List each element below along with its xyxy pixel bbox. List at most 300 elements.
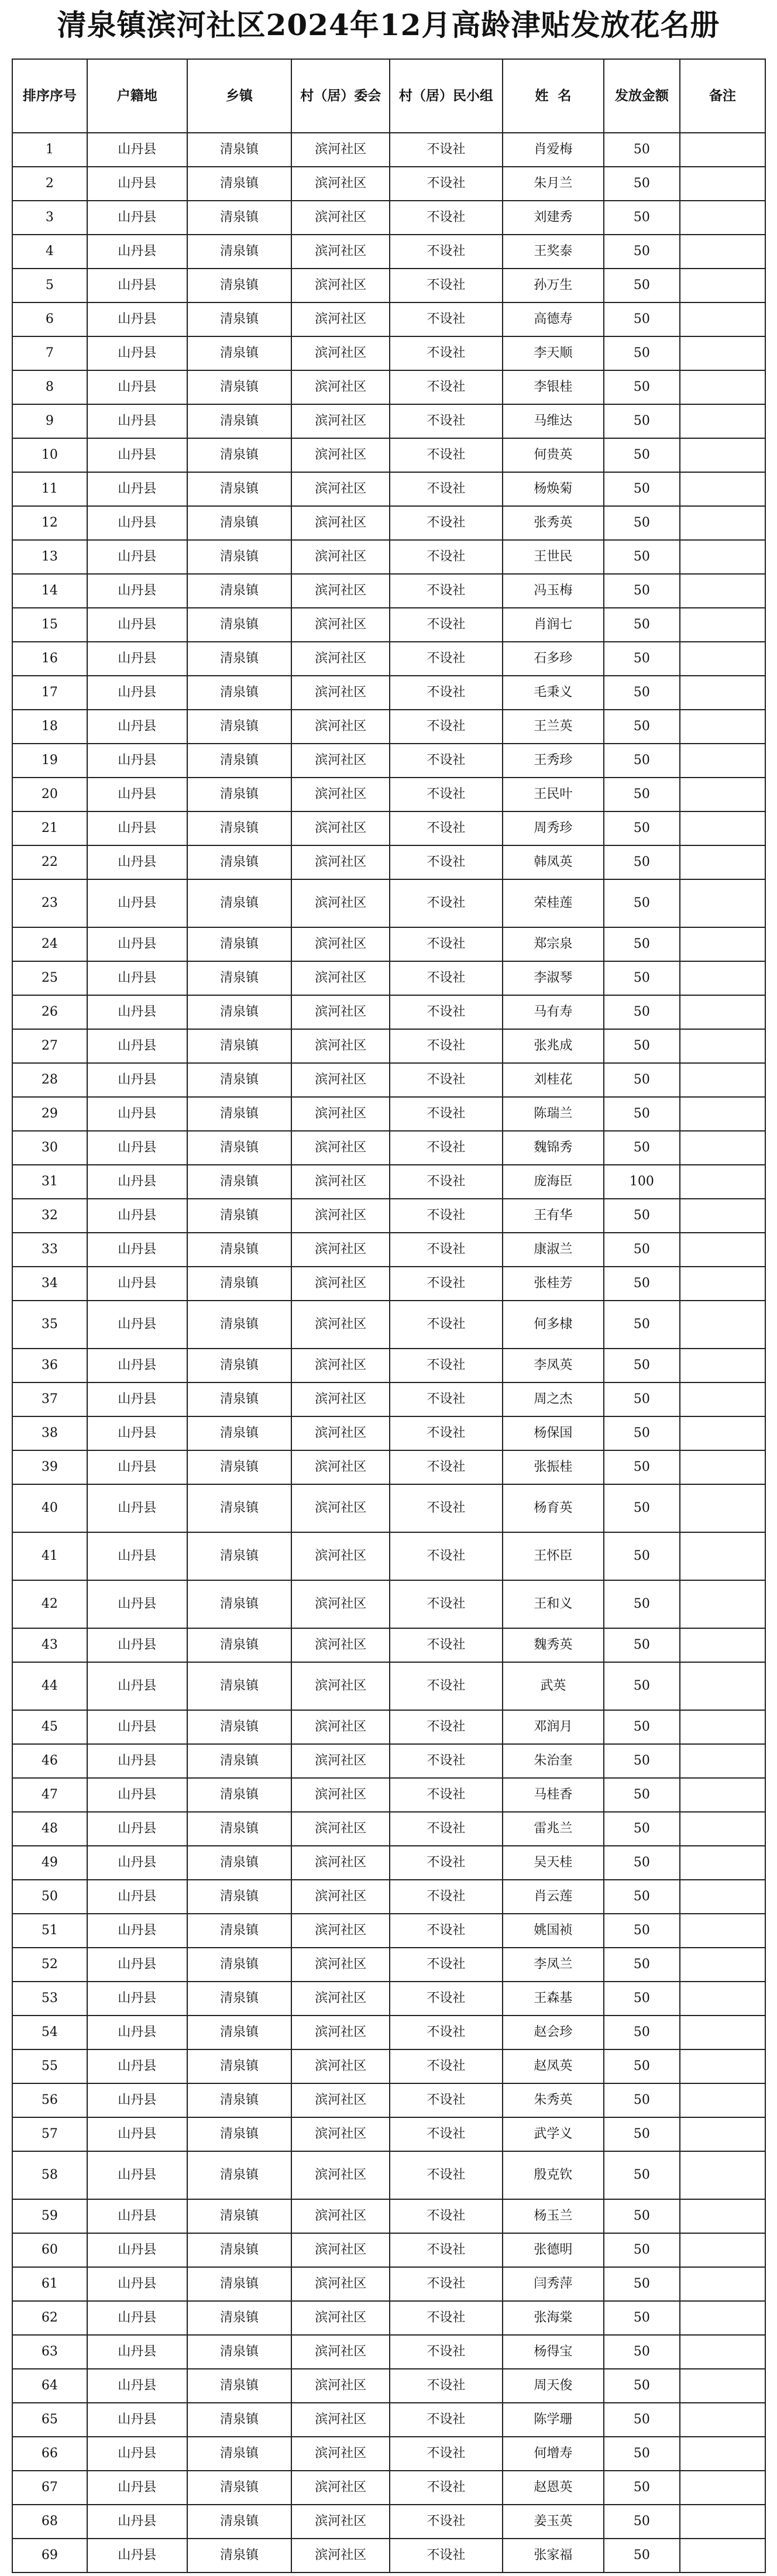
cell-hukou-place: 山丹县: [87, 642, 187, 676]
cell-serial-number: 44: [12, 1662, 87, 1710]
cell-amount: 50: [604, 438, 680, 472]
table-row: [12, 2301, 765, 2335]
cell-remark: [680, 2267, 765, 2301]
cell-amount: 50: [604, 1628, 680, 1662]
cell-amount: 50: [604, 302, 680, 336]
cell-hukou-place: 山丹县: [87, 2403, 187, 2437]
table-row: [12, 2117, 765, 2151]
cell-serial-number: 51: [12, 1914, 87, 1948]
cell-name: 张兆成: [503, 1029, 604, 1063]
cell-township: 清泉镇: [187, 1416, 292, 1450]
cell-hukou-place: 山丹县: [87, 1846, 187, 1880]
cell-serial-number: 11: [12, 472, 87, 506]
cell-hukou-place: 山丹县: [87, 1301, 187, 1349]
cell-villager-group: 不设社: [390, 1532, 503, 1580]
cell-village-committee: 滨河社区: [291, 2539, 390, 2572]
table-row: [12, 472, 765, 506]
cell-villager-group: 不设社: [390, 642, 503, 676]
table-row: [12, 710, 765, 744]
cell-serial-number: 57: [12, 2117, 87, 2151]
cell-serial-number: 68: [12, 2505, 87, 2539]
cell-serial-number: 31: [12, 1165, 87, 1199]
cell-name: 魏秀英: [503, 1628, 604, 1662]
cell-village-committee: 滨河社区: [291, 778, 390, 811]
cell-villager-group: 不设社: [390, 879, 503, 927]
table-row: [12, 438, 765, 472]
cell-villager-group: 不设社: [390, 1165, 503, 1199]
cell-villager-group: 不设社: [390, 1628, 503, 1662]
cell-amount: 50: [604, 2199, 680, 2233]
cell-village-committee: 滨河社区: [291, 133, 390, 167]
table-row: [12, 608, 765, 642]
cell-amount: 50: [604, 1880, 680, 1914]
cell-township: 清泉镇: [187, 201, 292, 235]
cell-villager-group: 不设社: [390, 1301, 503, 1349]
cell-hukou-place: 山丹县: [87, 1416, 187, 1450]
cell-villager-group: 不设社: [390, 167, 503, 201]
cell-remark: [680, 574, 765, 608]
cell-remark: [680, 2369, 765, 2403]
cell-name: 马有寿: [503, 995, 604, 1029]
cell-villager-group: 不设社: [390, 201, 503, 235]
cell-village-committee: 滨河社区: [291, 811, 390, 845]
table-row: [12, 2199, 765, 2233]
table-row: [12, 1233, 765, 1267]
cell-name: 李淑琴: [503, 961, 604, 995]
cell-township: 清泉镇: [187, 506, 292, 540]
cell-village-committee: 滨河社区: [291, 2505, 390, 2539]
cell-village-committee: 滨河社区: [291, 2369, 390, 2403]
cell-hukou-place: 山丹县: [87, 1778, 187, 1812]
cell-serial-number: 42: [12, 1580, 87, 1628]
cell-township: 清泉镇: [187, 1131, 292, 1165]
table-row: [12, 336, 765, 370]
cell-township: 清泉镇: [187, 2369, 292, 2403]
cell-village-committee: 滨河社区: [291, 1744, 390, 1778]
cell-township: 清泉镇: [187, 235, 292, 269]
table-row: [12, 1484, 765, 1532]
cell-villager-group: 不设社: [390, 1349, 503, 1382]
cell-hukou-place: 山丹县: [87, 574, 187, 608]
cell-remark: [680, 404, 765, 438]
cell-village-committee: 滨河社区: [291, 995, 390, 1029]
table-row: [12, 1199, 765, 1233]
cell-township: 清泉镇: [187, 1267, 292, 1301]
cell-amount: 50: [604, 235, 680, 269]
table-row: [12, 778, 765, 811]
cell-township: 清泉镇: [187, 1349, 292, 1382]
table-row: [12, 574, 765, 608]
cell-serial-number: 45: [12, 1710, 87, 1744]
cell-villager-group: 不设社: [390, 2083, 503, 2117]
cell-village-committee: 滨河社区: [291, 710, 390, 744]
cell-amount: 50: [604, 1063, 680, 1097]
cell-name: 李天顺: [503, 336, 604, 370]
cell-remark: [680, 133, 765, 167]
cell-villager-group: 不设社: [390, 1131, 503, 1165]
cell-remark: [680, 1063, 765, 1097]
table-row: [12, 1349, 765, 1382]
cell-amount: 50: [604, 2301, 680, 2335]
table-row: [12, 1382, 765, 1416]
cell-name: 王奖泰: [503, 235, 604, 269]
cell-amount: 50: [604, 2505, 680, 2539]
table-row: [12, 1165, 765, 1199]
cell-village-committee: 滨河社区: [291, 1846, 390, 1880]
table-row: [12, 540, 765, 574]
cell-remark: [680, 472, 765, 506]
cell-serial-number: 12: [12, 506, 87, 540]
cell-township: 清泉镇: [187, 1662, 292, 1710]
cell-amount: 50: [604, 2539, 680, 2572]
cell-township: 清泉镇: [187, 2199, 292, 2233]
table-row: [12, 744, 765, 778]
cell-serial-number: 67: [12, 2471, 87, 2505]
cell-village-committee: 滨河社区: [291, 1778, 390, 1812]
cell-hukou-place: 山丹县: [87, 1948, 187, 1982]
cell-remark: [680, 879, 765, 927]
cell-serial-number: 52: [12, 1948, 87, 1982]
cell-villager-group: 不设社: [390, 404, 503, 438]
table-row: [12, 811, 765, 845]
cell-amount: 50: [604, 1450, 680, 1484]
cell-township: 清泉镇: [187, 2403, 292, 2437]
table-row: [12, 2335, 765, 2369]
cell-villager-group: 不设社: [390, 370, 503, 404]
cell-township: 清泉镇: [187, 1029, 292, 1063]
cell-township: 清泉镇: [187, 2301, 292, 2335]
cell-serial-number: 47: [12, 1778, 87, 1812]
cell-village-committee: 滨河社区: [291, 744, 390, 778]
cell-villager-group: 不设社: [390, 1846, 503, 1880]
cell-hukou-place: 山丹县: [87, 2437, 187, 2471]
cell-name: 何增寿: [503, 2437, 604, 2471]
cell-remark: [680, 506, 765, 540]
cell-name: 何多棣: [503, 1301, 604, 1349]
cell-hukou-place: 山丹县: [87, 302, 187, 336]
cell-name: 王森基: [503, 1982, 604, 2016]
table-row: [12, 2369, 765, 2403]
cell-remark: [680, 927, 765, 961]
cell-serial-number: 54: [12, 2016, 87, 2049]
cell-remark: [680, 2437, 765, 2471]
table-row: [12, 1948, 765, 1982]
cell-hukou-place: 山丹县: [87, 1349, 187, 1382]
cell-township: 清泉镇: [187, 2016, 292, 2049]
cell-serial-number: 27: [12, 1029, 87, 1063]
cell-serial-number: 62: [12, 2301, 87, 2335]
cell-villager-group: 不设社: [390, 2505, 503, 2539]
cell-hukou-place: 山丹县: [87, 2369, 187, 2403]
cell-township: 清泉镇: [187, 2471, 292, 2505]
cell-hukou-place: 山丹县: [87, 2267, 187, 2301]
cell-remark: [680, 1846, 765, 1880]
table-row: [12, 927, 765, 961]
cell-remark: [680, 540, 765, 574]
cell-amount: 50: [604, 811, 680, 845]
cell-township: 清泉镇: [187, 1382, 292, 1416]
table-row: [12, 1710, 765, 1744]
cell-villager-group: 不设社: [390, 1982, 503, 2016]
cell-village-committee: 滨河社区: [291, 167, 390, 201]
cell-township: 清泉镇: [187, 1580, 292, 1628]
cell-village-committee: 滨河社区: [291, 1416, 390, 1450]
table-row: [12, 2016, 765, 2049]
cell-villager-group: 不设社: [390, 1382, 503, 1416]
cell-serial-number: 19: [12, 744, 87, 778]
cell-hukou-place: 山丹县: [87, 1131, 187, 1165]
cell-village-committee: 滨河社区: [291, 2199, 390, 2233]
cell-amount: 50: [604, 1580, 680, 1628]
cell-name: 武英: [503, 1662, 604, 1710]
cell-amount: 50: [604, 540, 680, 574]
cell-serial-number: 20: [12, 778, 87, 811]
cell-amount: 50: [604, 845, 680, 879]
table-row: [12, 2403, 765, 2437]
cell-remark: [680, 1948, 765, 1982]
cell-remark: [680, 995, 765, 1029]
cell-amount: 50: [604, 1982, 680, 2016]
cell-amount: 50: [604, 472, 680, 506]
cell-hukou-place: 山丹县: [87, 1267, 187, 1301]
table-row: [12, 404, 765, 438]
cell-name: 杨玉兰: [503, 2199, 604, 2233]
cell-township: 清泉镇: [187, 1948, 292, 1982]
cell-name: 朱治奎: [503, 1744, 604, 1778]
cell-name: 孙万生: [503, 269, 604, 302]
cell-villager-group: 不设社: [390, 2437, 503, 2471]
cell-serial-number: 17: [12, 676, 87, 710]
cell-villager-group: 不设社: [390, 1662, 503, 1710]
cell-amount: 50: [604, 1349, 680, 1382]
cell-village-committee: 滨河社区: [291, 336, 390, 370]
cell-hukou-place: 山丹县: [87, 961, 187, 995]
cell-villager-group: 不设社: [390, 1880, 503, 1914]
cell-remark: [680, 778, 765, 811]
cell-villager-group: 不设社: [390, 1199, 503, 1233]
cell-remark: [680, 167, 765, 201]
cell-name: 马桂香: [503, 1778, 604, 1812]
cell-amount: 50: [604, 133, 680, 167]
cell-serial-number: 60: [12, 2233, 87, 2267]
cell-hukou-place: 山丹县: [87, 167, 187, 201]
table-row: [12, 2151, 765, 2199]
cell-amount: 50: [604, 2369, 680, 2403]
cell-serial-number: 4: [12, 235, 87, 269]
cell-serial-number: 13: [12, 540, 87, 574]
cell-hukou-place: 山丹县: [87, 1662, 187, 1710]
table-row: [12, 133, 765, 167]
cell-village-committee: 滨河社区: [291, 1029, 390, 1063]
cell-township: 清泉镇: [187, 2049, 292, 2083]
cell-hukou-place: 山丹县: [87, 1880, 187, 1914]
cell-villager-group: 不设社: [390, 845, 503, 879]
cell-villager-group: 不设社: [390, 1233, 503, 1267]
cell-township: 清泉镇: [187, 1914, 292, 1948]
cell-serial-number: 9: [12, 404, 87, 438]
cell-serial-number: 65: [12, 2403, 87, 2437]
cell-hukou-place: 山丹县: [87, 1063, 187, 1097]
cell-serial-number: 10: [12, 438, 87, 472]
cell-village-committee: 滨河社区: [291, 642, 390, 676]
cell-remark: [680, 608, 765, 642]
cell-remark: [680, 302, 765, 336]
cell-serial-number: 48: [12, 1812, 87, 1846]
table-row: [12, 1880, 765, 1914]
cell-name: 杨焕菊: [503, 472, 604, 506]
cell-township: 清泉镇: [187, 744, 292, 778]
cell-township: 清泉镇: [187, 1301, 292, 1349]
cell-village-committee: 滨河社区: [291, 608, 390, 642]
cell-hukou-place: 山丹县: [87, 927, 187, 961]
cell-village-committee: 滨河社区: [291, 201, 390, 235]
cell-amount: 50: [604, 1662, 680, 1710]
cell-name: 王有华: [503, 1199, 604, 1233]
cell-township: 清泉镇: [187, 404, 292, 438]
cell-village-committee: 滨河社区: [291, 1349, 390, 1382]
cell-remark: [680, 235, 765, 269]
cell-name: 周秀珍: [503, 811, 604, 845]
cell-remark: [680, 642, 765, 676]
cell-township: 清泉镇: [187, 608, 292, 642]
cell-serial-number: 14: [12, 574, 87, 608]
cell-serial-number: 64: [12, 2369, 87, 2403]
cell-village-committee: 滨河社区: [291, 235, 390, 269]
cell-hukou-place: 山丹县: [87, 1233, 187, 1267]
cell-amount: 50: [604, 1744, 680, 1778]
cell-hukou-place: 山丹县: [87, 1914, 187, 1948]
cell-villager-group: 不设社: [390, 710, 503, 744]
cell-hukou-place: 山丹县: [87, 2049, 187, 2083]
cell-amount: 50: [604, 879, 680, 927]
cell-serial-number: 8: [12, 370, 87, 404]
cell-village-committee: 滨河社区: [291, 1532, 390, 1580]
cell-hukou-place: 山丹县: [87, 1580, 187, 1628]
cell-hukou-place: 山丹县: [87, 2335, 187, 2369]
cell-serial-number: 28: [12, 1063, 87, 1097]
cell-township: 清泉镇: [187, 927, 292, 961]
cell-remark: [680, 676, 765, 710]
cell-remark: [680, 1131, 765, 1165]
cell-remark: [680, 1097, 765, 1131]
cell-hukou-place: 山丹县: [87, 404, 187, 438]
cell-remark: [680, 336, 765, 370]
cell-serial-number: 16: [12, 642, 87, 676]
cell-township: 清泉镇: [187, 336, 292, 370]
cell-amount: 50: [604, 269, 680, 302]
cell-serial-number: 40: [12, 1484, 87, 1532]
cell-amount: 50: [604, 927, 680, 961]
cell-serial-number: 5: [12, 269, 87, 302]
cell-hukou-place: 山丹县: [87, 438, 187, 472]
cell-villager-group: 不设社: [390, 2151, 503, 2199]
cell-village-committee: 滨河社区: [291, 302, 390, 336]
cell-amount: 50: [604, 676, 680, 710]
cell-serial-number: 55: [12, 2049, 87, 2083]
cell-township: 清泉镇: [187, 778, 292, 811]
cell-township: 清泉镇: [187, 1778, 292, 1812]
cell-name: 李凤兰: [503, 1948, 604, 1982]
cell-township: 清泉镇: [187, 2335, 292, 2369]
cell-township: 清泉镇: [187, 2083, 292, 2117]
table-row: [12, 676, 765, 710]
cell-amount: 50: [604, 1131, 680, 1165]
cell-remark: [680, 1382, 765, 1416]
table-row: [12, 879, 765, 927]
table-row: [12, 201, 765, 235]
cell-villager-group: 不设社: [390, 961, 503, 995]
cell-name: 赵恩英: [503, 2471, 604, 2505]
cell-township: 清泉镇: [187, 1450, 292, 1484]
cell-villager-group: 不设社: [390, 744, 503, 778]
cell-village-committee: 滨河社区: [291, 2117, 390, 2151]
cell-villager-group: 不设社: [390, 2539, 503, 2572]
cell-remark: [680, 1484, 765, 1532]
cell-township: 清泉镇: [187, 1880, 292, 1914]
cell-name: 肖爱梅: [503, 133, 604, 167]
cell-hukou-place: 山丹县: [87, 1382, 187, 1416]
cell-name: 高德寿: [503, 302, 604, 336]
cell-village-committee: 滨河社区: [291, 1233, 390, 1267]
cell-villager-group: 不设社: [390, 2199, 503, 2233]
cell-serial-number: 32: [12, 1199, 87, 1233]
cell-remark: [680, 2083, 765, 2117]
cell-amount: 50: [604, 2083, 680, 2117]
cell-hukou-place: 山丹县: [87, 1029, 187, 1063]
cell-amount: 50: [604, 1097, 680, 1131]
cell-hukou-place: 山丹县: [87, 879, 187, 927]
cell-villager-group: 不设社: [390, 1580, 503, 1628]
cell-villager-group: 不设社: [390, 1450, 503, 1484]
table-row: [12, 269, 765, 302]
cell-village-committee: 滨河社区: [291, 1484, 390, 1532]
cell-hukou-place: 山丹县: [87, 506, 187, 540]
cell-serial-number: 29: [12, 1097, 87, 1131]
cell-villager-group: 不设社: [390, 438, 503, 472]
cell-name: 姚国祯: [503, 1914, 604, 1948]
cell-amount: 100: [604, 1165, 680, 1199]
cell-hukou-place: 山丹县: [87, 845, 187, 879]
cell-township: 清泉镇: [187, 961, 292, 995]
table-row: [12, 1301, 765, 1349]
cell-serial-number: 69: [12, 2539, 87, 2572]
cell-name: 张秀英: [503, 506, 604, 540]
cell-name: 杨育英: [503, 1484, 604, 1532]
cell-serial-number: 35: [12, 1301, 87, 1349]
cell-remark: [680, 2233, 765, 2267]
cell-village-committee: 滨河社区: [291, 1982, 390, 2016]
cell-township: 清泉镇: [187, 1063, 292, 1097]
cell-serial-number: 61: [12, 2267, 87, 2301]
cell-township: 清泉镇: [187, 1846, 292, 1880]
cell-amount: 50: [604, 2049, 680, 2083]
cell-serial-number: 26: [12, 995, 87, 1029]
table-row: [12, 1267, 765, 1301]
table-row: [12, 1131, 765, 1165]
cell-name: 赵凤英: [503, 2049, 604, 2083]
cell-serial-number: 15: [12, 608, 87, 642]
cell-name: 朱月兰: [503, 167, 604, 201]
table-row: [12, 2233, 765, 2267]
cell-village-committee: 滨河社区: [291, 574, 390, 608]
cell-remark: [680, 1233, 765, 1267]
cell-name: 肖云莲: [503, 1880, 604, 1914]
cell-remark: [680, 2335, 765, 2369]
cell-villager-group: 不设社: [390, 778, 503, 811]
cell-amount: 50: [604, 1267, 680, 1301]
cell-serial-number: 49: [12, 1846, 87, 1880]
cell-village-committee: 滨河社区: [291, 506, 390, 540]
